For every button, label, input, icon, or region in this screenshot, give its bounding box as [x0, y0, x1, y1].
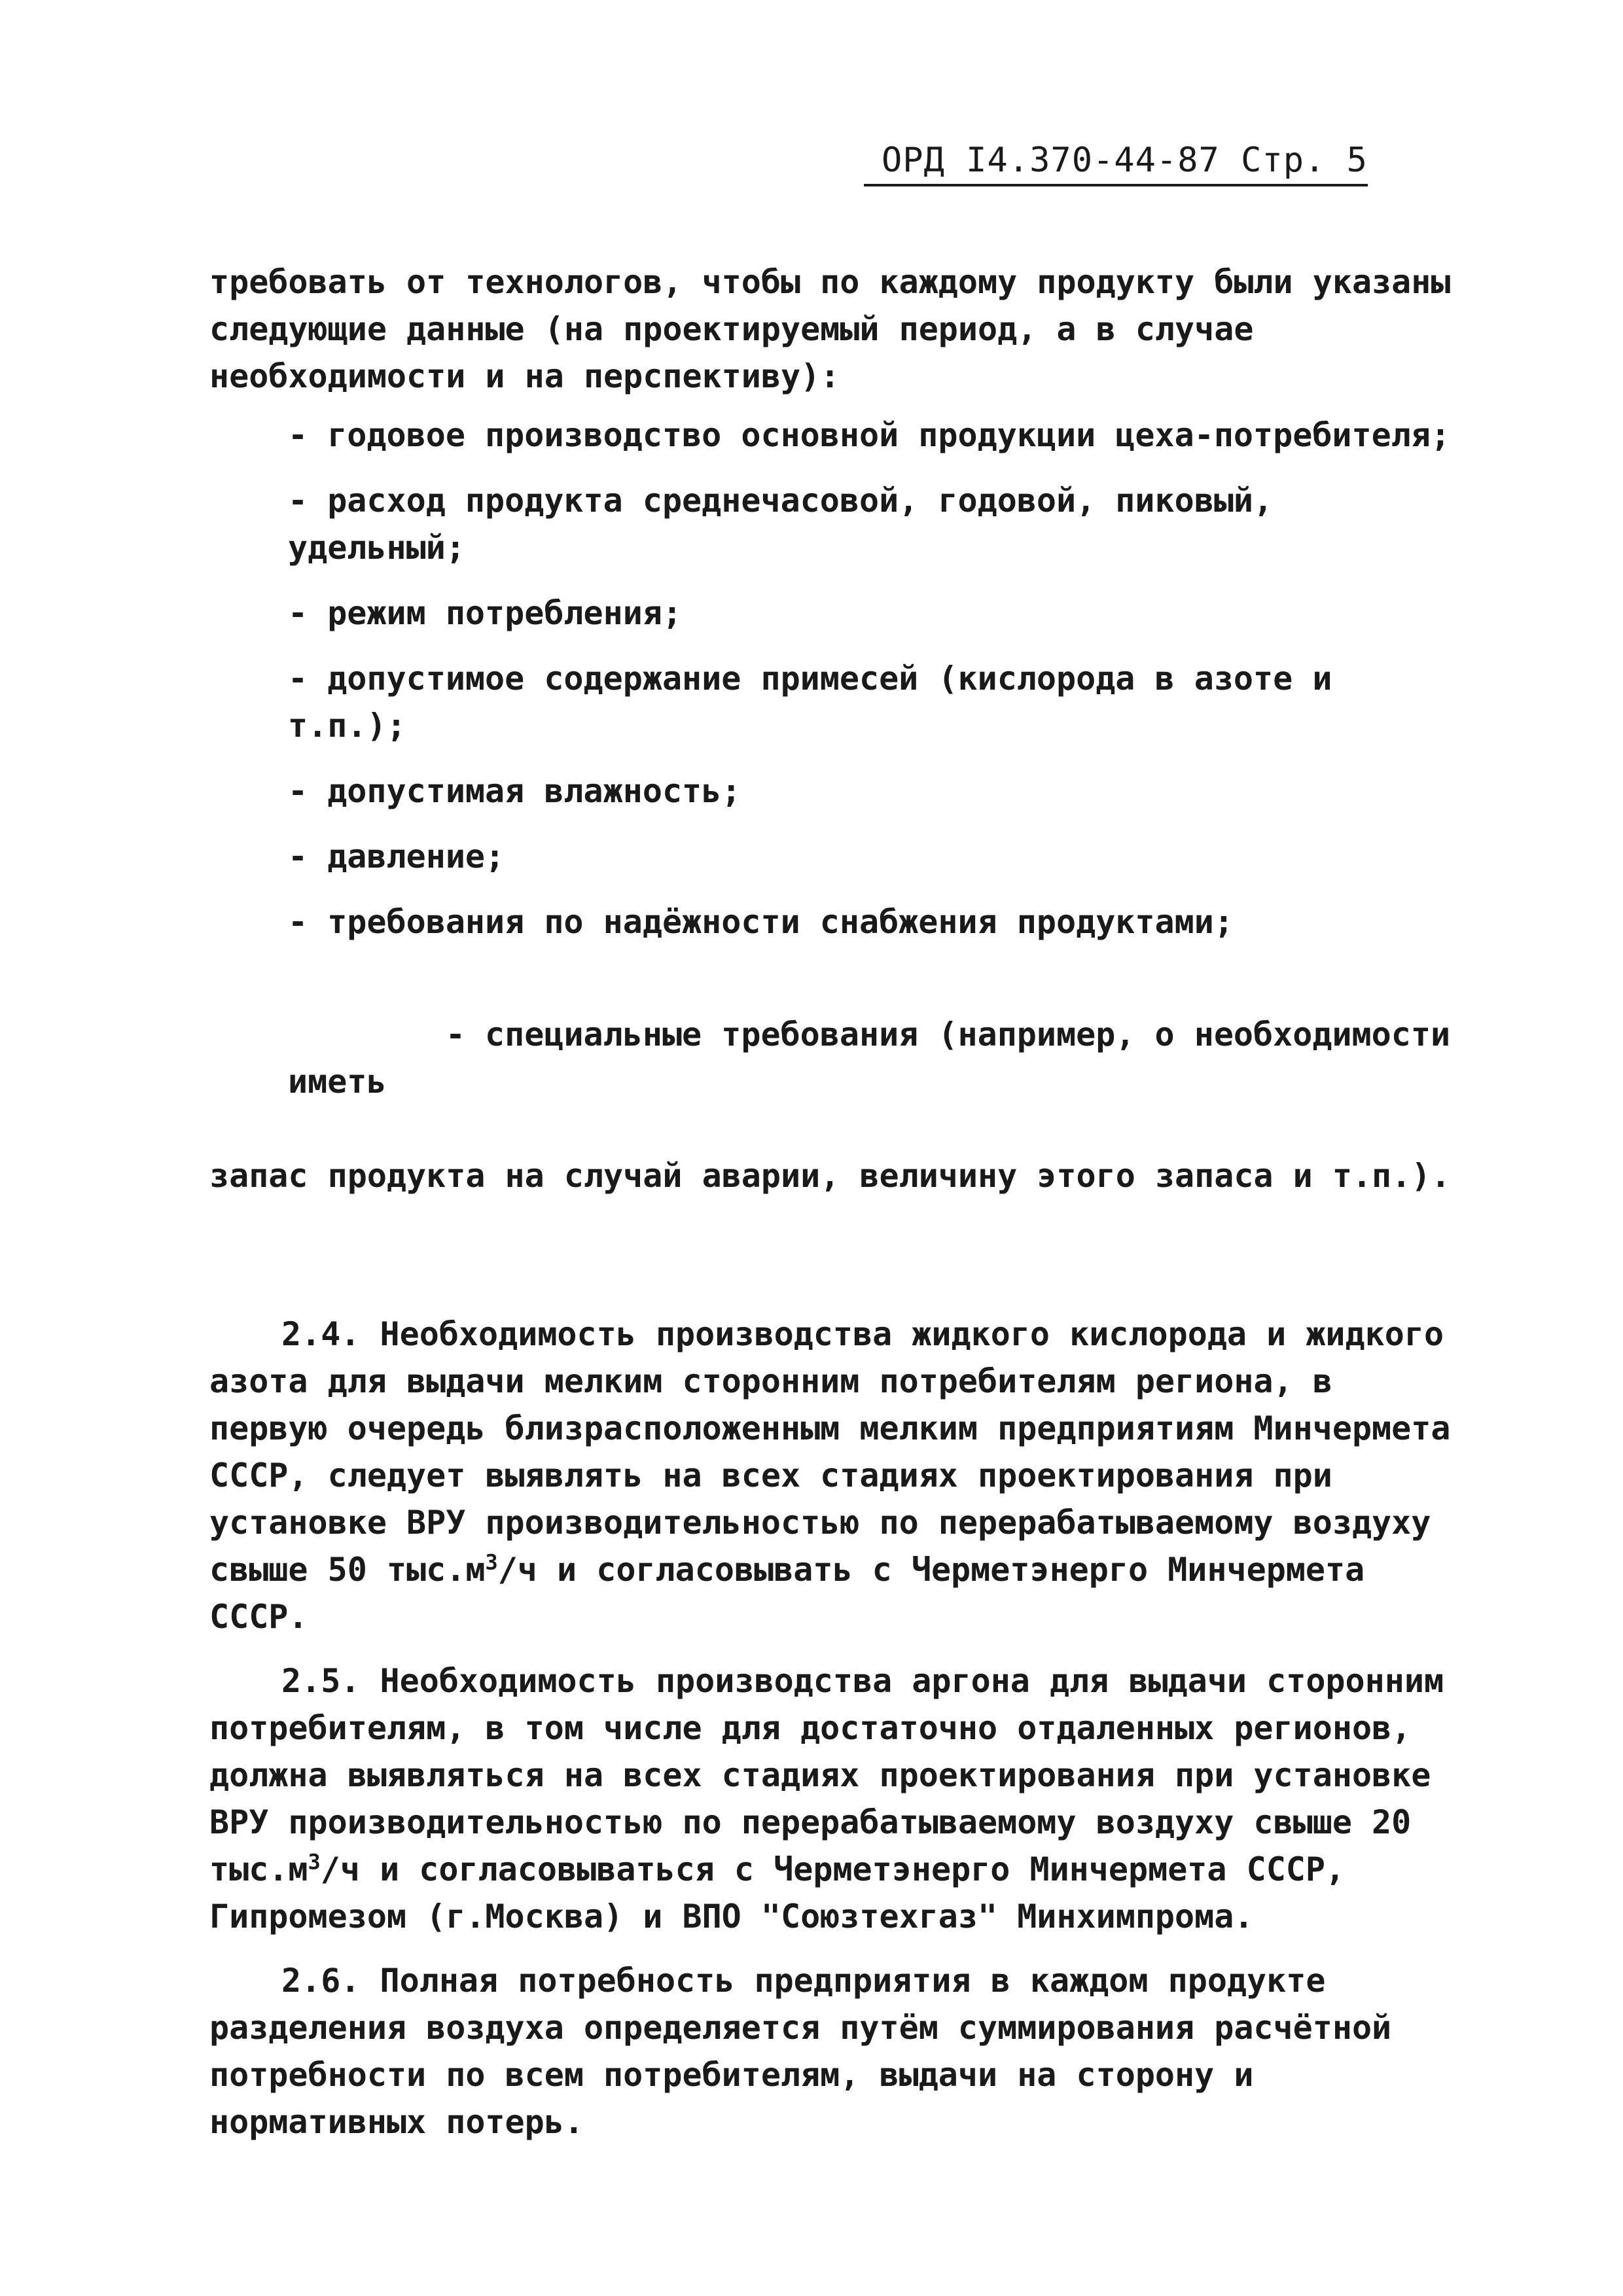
list-item: - расход продукта среднечасовой, годовой, пиковый, удельный;	[288, 482, 1293, 567]
list-item: - допустимое содержание примесей (кислорода в азоте и т.п.);	[288, 660, 1352, 745]
list-item: - допустимая влажность;	[288, 772, 741, 810]
section-2-6: 2.6. Полная потребность предприятия в каждом продукте разделения воздуха определяется путём суммирования расчётной потребности по всем потребителям, выдачи на сторону и нормативных потерь.	[209, 1962, 1412, 2141]
list-item: - годовое производство основной продукции цеха-потребителя;	[288, 416, 1451, 454]
section-2-5-text: 2.5. Необходимость производства аргона для выдачи сторонним потребителям, в том числе для достаточно отдаленных регионов, должна выявляться на всех стадиях проектирования при установке ВРУ производительностью по перерабатываемому воздуху свыше 20 тыс.м	[209, 1662, 1464, 1888]
list-item: - режим потребления;	[288, 594, 683, 632]
section-2-4	[209, 1311, 1471, 1640]
list-item-last-line1: - специальные требования (например, о необходимости иметь	[288, 1016, 1471, 1101]
intro-paragraph: требовать от технологов, чтобы по каждому продукту были указаны следующие данные (на проектируемый период, а в случае необходимости и на перспективу):	[209, 263, 1471, 395]
section-2-4-tail: /ч и согласовывать с Черметэнерго Минчермета СССР.	[209, 1551, 1385, 1636]
requirements-list	[209, 412, 1471, 1294]
list-item-last	[209, 964, 1471, 1294]
list-item: - требования по надёжности снабжения продуктами;	[288, 903, 1234, 941]
list-item-last-line2: запас продукта на случай аварии, величину этого запаса и т.п.).	[209, 1157, 1451, 1195]
superscript-cubed: 3	[485, 1549, 498, 1575]
document-reference-header: ОРД І4.370-44-87 Стр. 5	[864, 141, 1368, 186]
document-body	[209, 258, 1471, 2163]
section-2-4-text: 2.4. Необходимость производства жидкого кислорода и жидкого азота для выдачи мелким сторонним потребителям региона, в первую очередь близрасположенным мелким предприятиям Минчермета СССР, следует выявлять на всех стадиях проектирования при установке ВРУ производительностью по перерабатываемому воздуху свыше 50 тыс.м	[209, 1315, 1471, 1589]
list-item: - давление;	[288, 838, 505, 875]
section-2-5	[209, 1657, 1464, 1940]
section-2-5-tail: /ч и согласовываться с Черметэнерго Минчермета СССР, Гипромезом (г.Москва) и ВПО "Союзтехгаз" Минхимпрома.	[209, 1850, 1365, 1935]
superscript-cubed: 3	[308, 1849, 321, 1875]
